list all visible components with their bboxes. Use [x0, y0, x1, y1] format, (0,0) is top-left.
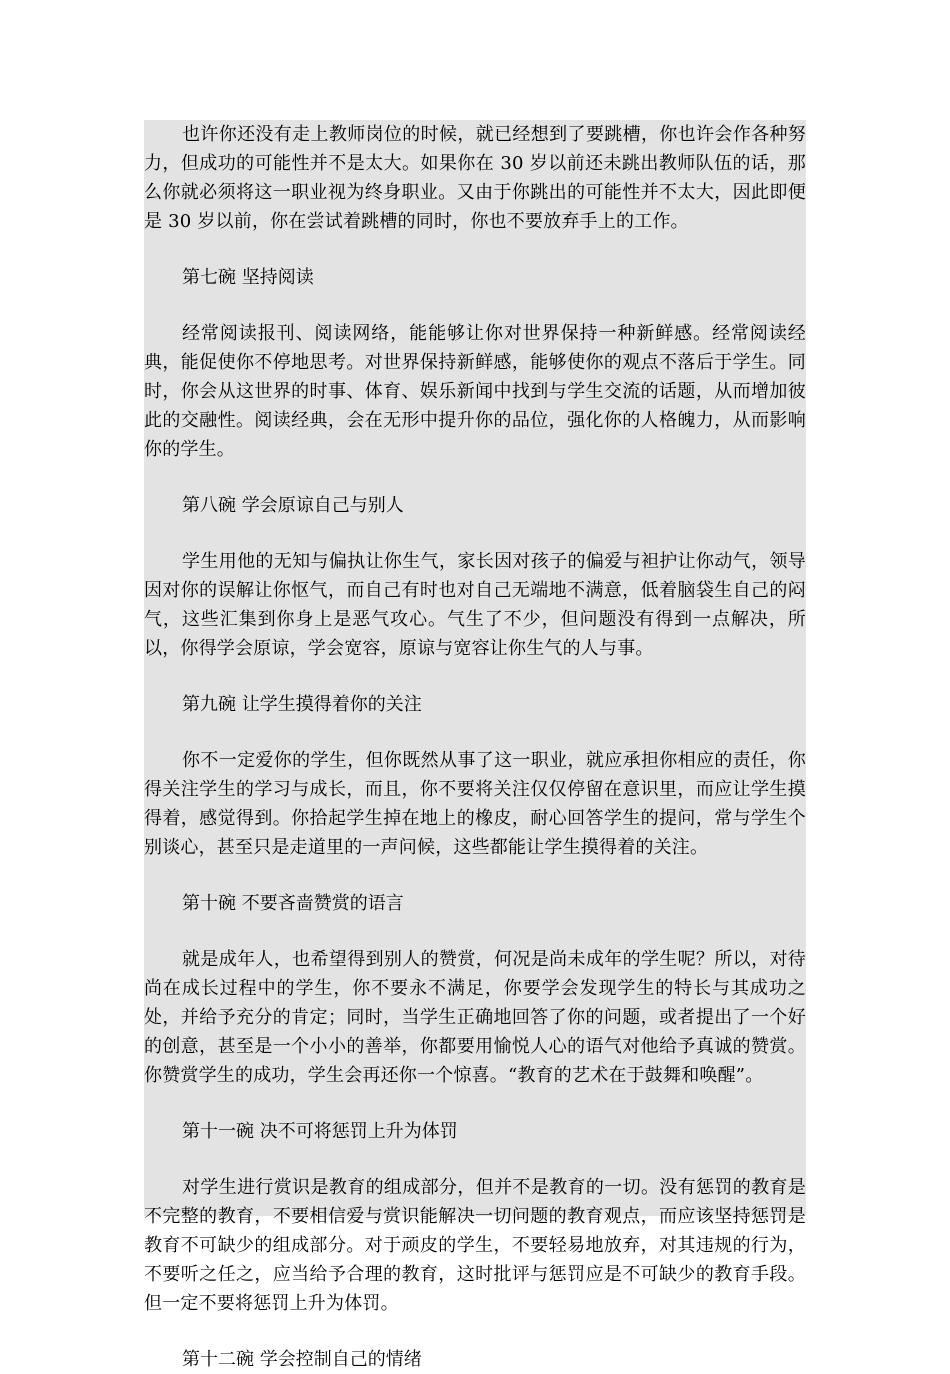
paragraph-reading: 经常阅读报刊、阅读网络，能能够让你对世界保持一种新鲜感。经常阅读经典，能促使你不停地思考。对世界保持新鲜感，能够使你的观点不落后于学生。同时，你会从这世界的时事、体育、娱乐新闻中找到与学生交流的话题，从而增加彼此的交融性。阅读经典，会在无形中提升你的品位，强化你的人格魄力，从而影响你的学生。 [144, 323, 806, 460]
paragraph-forgive: 学生用他的无知与偏执让你生气，家长因对孩子的偏爱与袒护让你动气，领导因对你的误解让你怄气，而自己有时也对自己无端地不满意，低着脑袋生自己的闷气，这些汇集到你身上是恶气攻心。气生了不少，但问题没有得到一点解决，所以，你得学会原谅，学会宽容，原谅与宽容让你生气的人与事。 [144, 551, 806, 659]
paragraph-praise: 就是成年人，也希望得到别人的赞赏，何况是尚未成年的学生呢？所以，对待尚在成长过程中的学生，你不要永不满足，你要学会发现学生的特长与其成功之处，并给予充分的肯定；同时，当学生正确地回答了你的问题，或者提出了一个好的创意，甚至是一个小小的善举，你都要用愉悦人心的语气对他给予真诚的赞赏。你赞赏学生的成功，学生会再还你一个惊喜。“教育的艺术在于鼓舞和唤醒”。 [144, 949, 806, 1086]
paragraph-punishment: 对学生进行赏识是教育的组成部分，但并不是教育的一切。没有惩罚的教育是不完整的教育，不要相信爱与赏识能解决一切问题的教育观点，而应该坚持惩罚是教育不可缺少的组成部分。对于顽皮的学生，不要轻易地放弃，对其违规的行为，不要听之任之，应当给予合理的教育，这时批评与惩罚应是不可缺少的教育手段。但一定不要将惩罚上升为体罚。 [144, 1177, 806, 1314]
heading-seventh-bowl: 第七碗 坚持阅读 [182, 267, 314, 288]
paragraph-career: 也许你还没有走上教师岗位的时候，就已经想到了要跳槽，你也许会作各种努力，但成功的可能性并不是太大。如果你在 30 岁以前还未跳出教师队伍的话，那么你就必须将这一职业视为终身职业。又由于你跳出的可能性并不太大，因此即便是 30 岁以前，你在尝试着跳槽的同时，你也不要放弃手上的工作。 [144, 124, 806, 232]
paragraph-attention: 你不一定爱你的学生，但你既然从事了这一职业，就应承担你相应的责任，你得关注学生的学习与成长，而且，你不要将关注仅仅停留在意识里，而应让学生摸得着，感觉得到。你拾起学生掉在地上的橡皮，耐心回答学生的提问，常与学生个别谈心，甚至只是走道里的一声问候，这些都能让学生摸得着的关注。 [144, 750, 806, 858]
heading-twelfth-bowl: 第十二碗 学会控制自己的情绪 [182, 1349, 422, 1370]
heading-eighth-bowl: 第八碗 学会原谅自己与别人 [182, 495, 404, 516]
document-body [144, 120, 806, 1370]
heading-eleventh-bowl: 第十一碗 决不可将惩罚上升为体罚 [182, 1121, 458, 1142]
heading-ninth-bowl: 第九碗 让学生摸得着你的关注 [182, 694, 422, 715]
heading-tenth-bowl: 第十碗 不要吝啬赞赏的语言 [182, 893, 404, 914]
